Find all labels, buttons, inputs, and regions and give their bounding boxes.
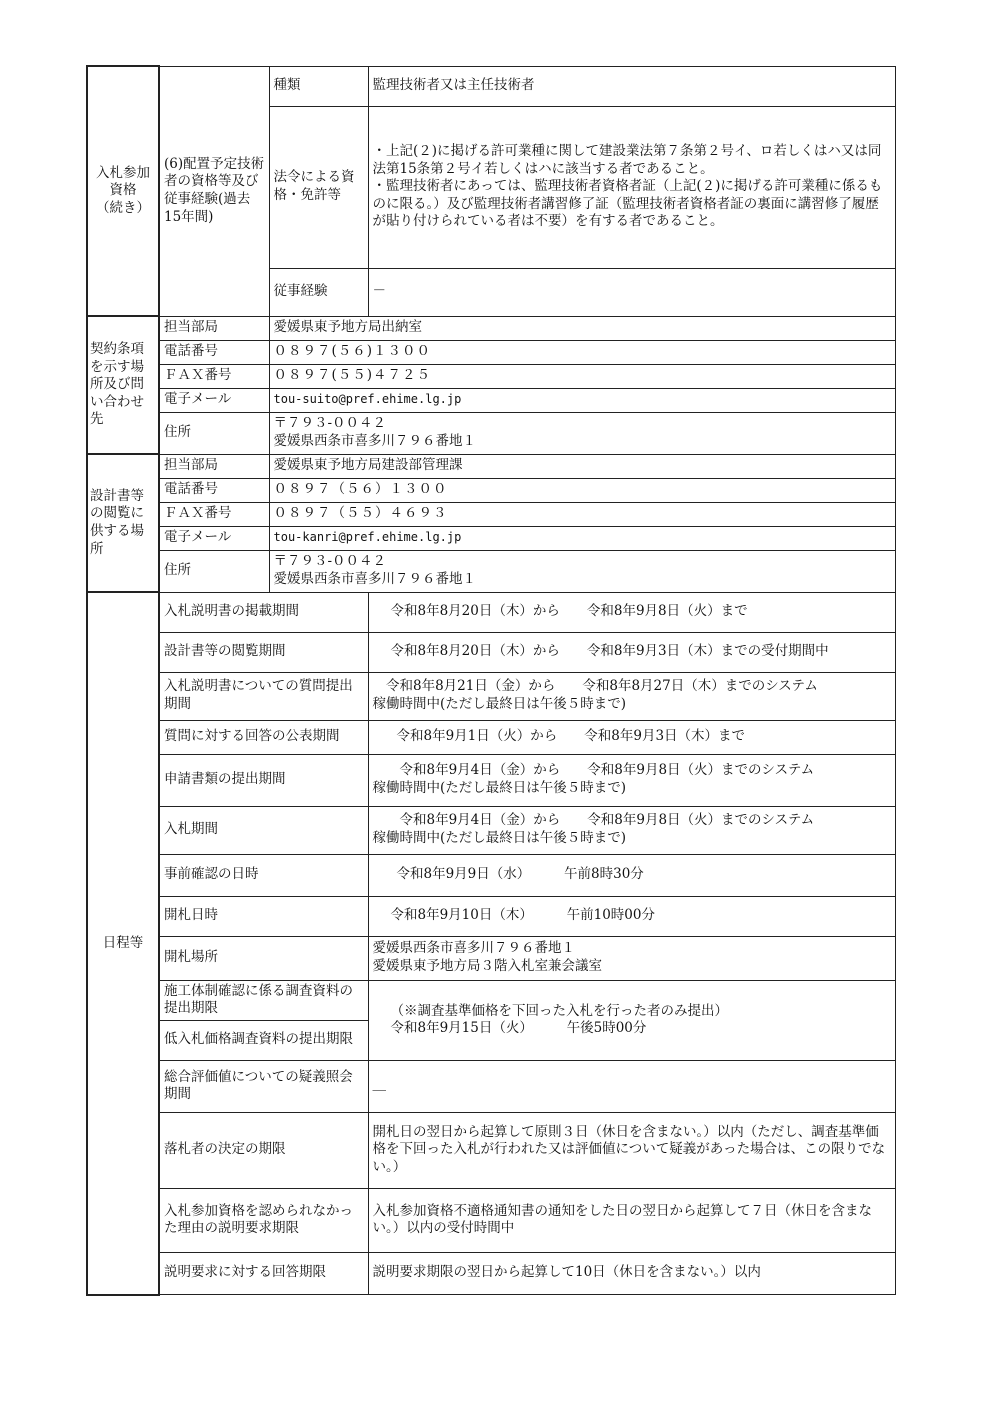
schedule-row-label: 総合評価値についての疑義照会期間 xyxy=(159,1060,368,1112)
schedule-row-value: 令和8年8月20日（木）から 令和8年9月8日（火）まで xyxy=(368,592,895,632)
contract-fax-value: ０８９７(５５)４７２５ xyxy=(269,364,895,388)
contract-dept-value: 愛媛県東予地方局出納室 xyxy=(269,316,895,340)
design-fax-value: ０８９７（５５）４６９３ xyxy=(269,502,895,526)
schedule-row-value: 開札日の翌日から起算して原則３日（休日を含まない。）以内（ただし、調査基準価格を下回った入札が行われた又は評価値について疑義があった場合は、この限りでない。） xyxy=(368,1112,895,1188)
contract-tel-value: ０８９７(５６)１３００ xyxy=(269,340,895,364)
design-email-value[interactable]: tou-kanri@pref.ehime.lg.jp xyxy=(269,526,895,550)
design-email-label: 電子メール xyxy=(159,526,269,550)
design-dept-label: 担当部局 xyxy=(159,454,269,478)
schedule-section-label: 日程等 xyxy=(87,592,159,1295)
schedule-row-value: 令和8年8月20日（木）から 令和8年9月3日（木）までの受付期間中 xyxy=(368,632,895,672)
design-tel-label: 電話番号 xyxy=(159,478,269,502)
schedule-row-label: 申請書類の提出期間 xyxy=(159,754,368,806)
schedule-row-label: 施工体制確認に係る調査資料の提出期限 xyxy=(159,980,368,1020)
experience-label: 従事経験 xyxy=(269,268,368,316)
kind-label: 種類 xyxy=(269,66,368,106)
schedule-row-label: 入札説明書の掲載期間 xyxy=(159,592,368,632)
engineer-qualification-label: (6)配置予定技術者の資格等及び従事経験(過去15年間) xyxy=(159,66,269,316)
experience-value: － xyxy=(368,268,895,316)
contract-address-value: 〒７９３-００４２ 愛媛県西条市喜多川７９６番地１ xyxy=(269,412,895,454)
schedule-row-label: 入札参加資格を認められなかった理由の説明要求期限 xyxy=(159,1188,368,1252)
contract-fax-label: ＦＡＸ番号 xyxy=(159,364,269,388)
schedule-row-label: 入札期間 xyxy=(159,806,368,854)
schedule-row-value: （※調査基準価格を下回った入札を行った者のみ提出） 令和8年9月15日（火） 午後5時00分 xyxy=(368,980,895,1060)
contract-address-label: 住所 xyxy=(159,412,269,454)
contract-email-value[interactable]: tou-suito@pref.ehime.lg.jp xyxy=(269,388,895,412)
design-docs-section-label: 設計書等の閲覧に供する場所 xyxy=(87,454,159,592)
license-label: 法令による資格・免許等 xyxy=(269,106,368,268)
bid-qualification-section-label: 入札参加 資格 （続き） xyxy=(87,66,159,316)
schedule-row-value: 説明要求期限の翌日から起算して10日（休日を含まない。）以内 xyxy=(368,1252,895,1294)
schedule-row-label: 落札者の決定の期限 xyxy=(159,1112,368,1188)
schedule-row-value: 愛媛県西条市喜多川７９６番地１ 愛媛県東予地方局３階入札室兼会議室 xyxy=(368,936,895,980)
license-value: ・上記(２)に掲げる許可業種に関して建設業法第７条第２号イ、ロ若しくはハ又は同法第15条第２号イ若しくはハに該当する者であること。 ・監理技術者にあっては、監理技術者資格者証（上記(２)に掲げる許可業種に係るものに限る。）及び監理技術者講習修了証（監理技術者資格者証の裏面に講習修了履歴が貼り付けられている者は不要）を有する者であること。 xyxy=(368,106,895,268)
schedule-row-value: 令和8年9月1日（火）から 令和8年9月3日（木）まで xyxy=(368,720,895,754)
contract-contact-section-label: 契約条項を示す場所及び問い合わせ先 xyxy=(87,316,159,454)
design-address-value: 〒７９３-００４２ 愛媛県西条市喜多川７９６番地１ xyxy=(269,550,895,592)
schedule-row-label: 入札説明書についての質問提出期間 xyxy=(159,672,368,720)
schedule-row-value: 令和8年8月21日（金）から 令和8年8月27日（木）までのシステム 稼働時間中(ただし最終日は午後５時まで) xyxy=(368,672,895,720)
schedule-row-value: ＿ xyxy=(368,1060,895,1112)
contract-tel-label: 電話番号 xyxy=(159,340,269,364)
schedule-row-value: 令和8年9月4日（金）から 令和8年9月8日（火）までのシステム 稼働時間中(ただし最終日は午後５時まで) xyxy=(368,754,895,806)
contract-email-label: 電子メール xyxy=(159,388,269,412)
schedule-row-label: 事前確認の日時 xyxy=(159,854,368,896)
design-fax-label: ＦＡＸ番号 xyxy=(159,502,269,526)
design-address-label: 住所 xyxy=(159,550,269,592)
contract-dept-label: 担当部局 xyxy=(159,316,269,340)
schedule-row-label: 開札場所 xyxy=(159,936,368,980)
design-tel-value: ０８９７（５６）１３００ xyxy=(269,478,895,502)
schedule-row-label: 設計書等の閲覧期間 xyxy=(159,632,368,672)
schedule-row-label: 低入札価格調査資料の提出期限 xyxy=(159,1020,368,1060)
schedule-row-value: 入札参加資格不適格通知書の通知をした日の翌日から起算して７日（休日を含まない。）以内の受付時間中 xyxy=(368,1188,895,1252)
schedule-row-value: 令和8年9月10日（木） 午前10時00分 xyxy=(368,896,895,936)
bid-notice-table xyxy=(86,65,896,1296)
kind-value: 監理技術者又は主任技術者 xyxy=(368,66,895,106)
schedule-row-value: 令和8年9月4日（金）から 令和8年9月8日（火）までのシステム 稼働時間中(ただし最終日は午後５時まで) xyxy=(368,806,895,854)
design-dept-value: 愛媛県東予地方局建設部管理課 xyxy=(269,454,895,478)
schedule-row-value: 令和8年9月9日（水） 午前8時30分 xyxy=(368,854,895,896)
schedule-row-label: 開札日時 xyxy=(159,896,368,936)
schedule-row-label: 質問に対する回答の公表期間 xyxy=(159,720,368,754)
schedule-row-label: 説明要求に対する回答期限 xyxy=(159,1252,368,1294)
